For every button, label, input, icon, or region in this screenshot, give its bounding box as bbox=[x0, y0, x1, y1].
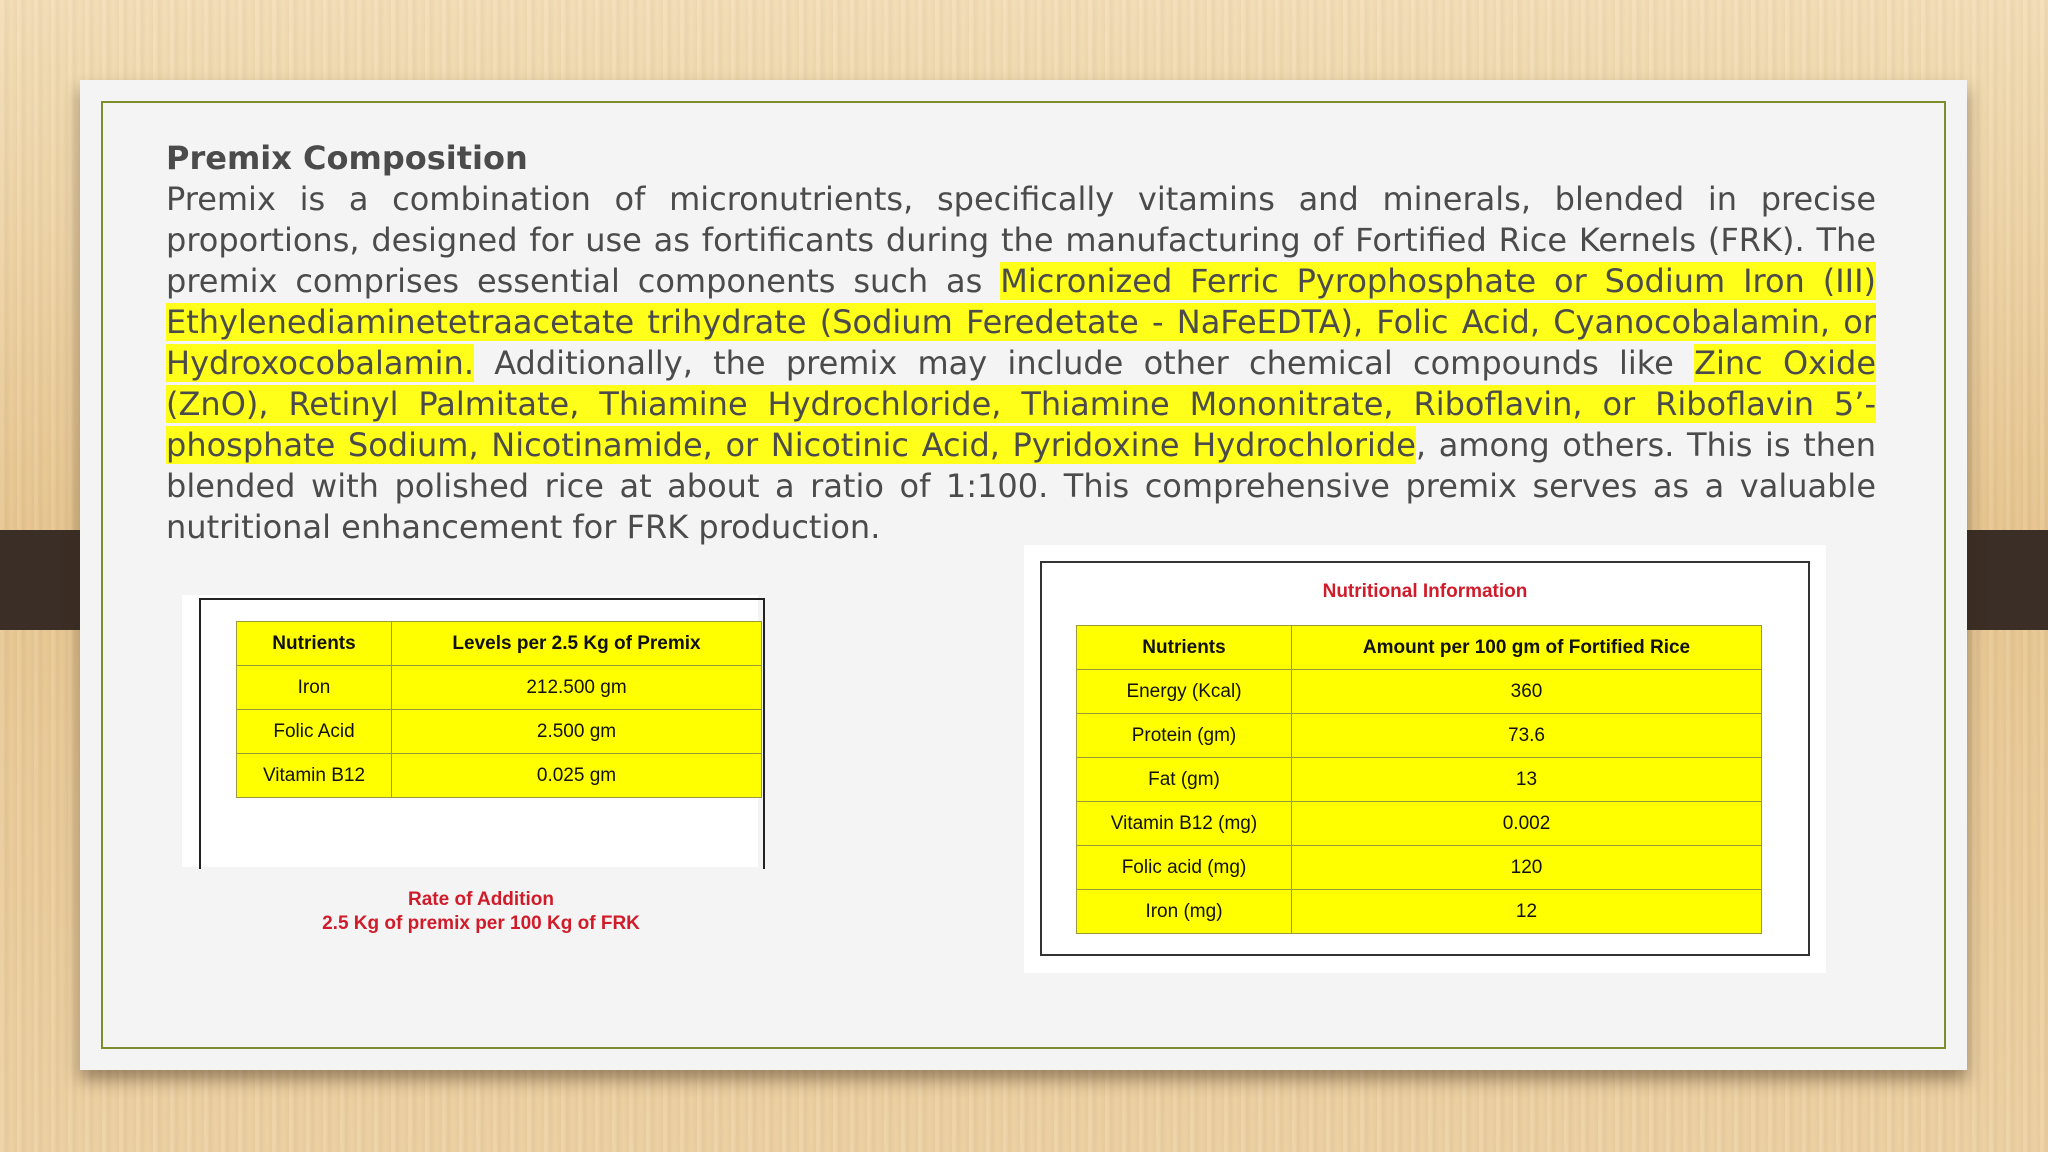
table-cell: 0.002 bbox=[1292, 802, 1762, 846]
slide-text bbox=[166, 138, 1876, 548]
table-row bbox=[1077, 802, 1762, 846]
table-cell: 2.500 gm bbox=[392, 710, 762, 754]
table-row bbox=[1077, 846, 1762, 890]
table-header-cell: Nutrients bbox=[237, 622, 392, 666]
table-row bbox=[1077, 890, 1762, 934]
table-header-row bbox=[1077, 626, 1762, 670]
table-cell: Iron bbox=[237, 666, 392, 710]
table-cell: Energy (Kcal) bbox=[1077, 670, 1292, 714]
nutrition-table-image bbox=[1024, 545, 1826, 973]
rate-of-addition-caption bbox=[199, 888, 763, 936]
table-row bbox=[1077, 670, 1762, 714]
table-header-row bbox=[237, 622, 762, 666]
table-cell: Folic Acid bbox=[237, 710, 392, 754]
table-cell: Iron (mg) bbox=[1077, 890, 1292, 934]
table-cell: Protein (gm) bbox=[1077, 714, 1292, 758]
table-row bbox=[237, 754, 762, 798]
table-row bbox=[237, 666, 762, 710]
table-row bbox=[237, 710, 762, 754]
premix-table-image bbox=[182, 595, 758, 934]
premix-table bbox=[236, 621, 762, 798]
table-header-cell: Nutrients bbox=[1077, 626, 1292, 670]
table-row bbox=[1077, 758, 1762, 802]
table-cell: 120 bbox=[1292, 846, 1762, 890]
slide-heading: Premix Composition bbox=[166, 139, 528, 177]
table-cell: 12 bbox=[1292, 890, 1762, 934]
paragraph-text: , among others. This is then blended with polished rice at about a ratio of 1:100. This comprehensive premix serves as a valuable nutritional enhancement for FRK production. bbox=[166, 426, 1877, 546]
slide-card bbox=[80, 80, 1967, 1070]
nutrition-table-title: Nutritional Information bbox=[1322, 581, 1528, 602]
caption-line: 2.5 Kg of premix per 100 Kg of FRK bbox=[322, 913, 640, 934]
highlighted-text: Zinc Oxide (ZnO), Retinyl Palmitate, Thiamine Hydrochloride, Thiamine Mononitrate, Riboflavin, or Riboflavin 5’-phosphate Sodium, Nicotinamide, or Nicotinic Acid, Pyridoxine Hydrochloride bbox=[166, 344, 1877, 464]
table-cell: Vitamin B12 bbox=[237, 754, 392, 798]
highlighted-text: Micronized Ferric Pyrophosphate or Sodium Iron (III) Ethylenediaminetetraacetate trihydrate (Sodium Feredetate - NaFeEDTA), Folic Acid, Cyanocobalamin, or Hydroxocobalamin. bbox=[166, 262, 1877, 382]
slide-paragraph bbox=[166, 179, 1876, 548]
table-cell: 73.6 bbox=[1292, 714, 1762, 758]
caption-line: Rate of Addition bbox=[408, 889, 554, 910]
table-header-cell: Amount per 100 gm of Fortified Rice bbox=[1292, 626, 1762, 670]
premix-table-frame bbox=[199, 598, 765, 869]
table-row bbox=[1077, 714, 1762, 758]
table-cell: 360 bbox=[1292, 670, 1762, 714]
table-cell: 212.500 gm bbox=[392, 666, 762, 710]
paragraph-text: Premix is a combination of micronutrients, specifically vitamins and minerals, blended in precise proportions, designed for use as fortificants during the manufacturing of Fortified Rice Kernels (FRK). The premix comprises essential components such as bbox=[166, 180, 1876, 300]
table-cell: 0.025 gm bbox=[392, 754, 762, 798]
table-cell: 13 bbox=[1292, 758, 1762, 802]
paragraph-text: Additionally, the premix may include other chemical compounds like bbox=[474, 344, 1695, 382]
table-header-cell: Levels per 2.5 Kg of Premix bbox=[392, 622, 762, 666]
nutrition-table bbox=[1076, 625, 1762, 934]
table-cell: Vitamin B12 (mg) bbox=[1077, 802, 1292, 846]
table-cell: Folic acid (mg) bbox=[1077, 846, 1292, 890]
table-cell: Fat (gm) bbox=[1077, 758, 1292, 802]
